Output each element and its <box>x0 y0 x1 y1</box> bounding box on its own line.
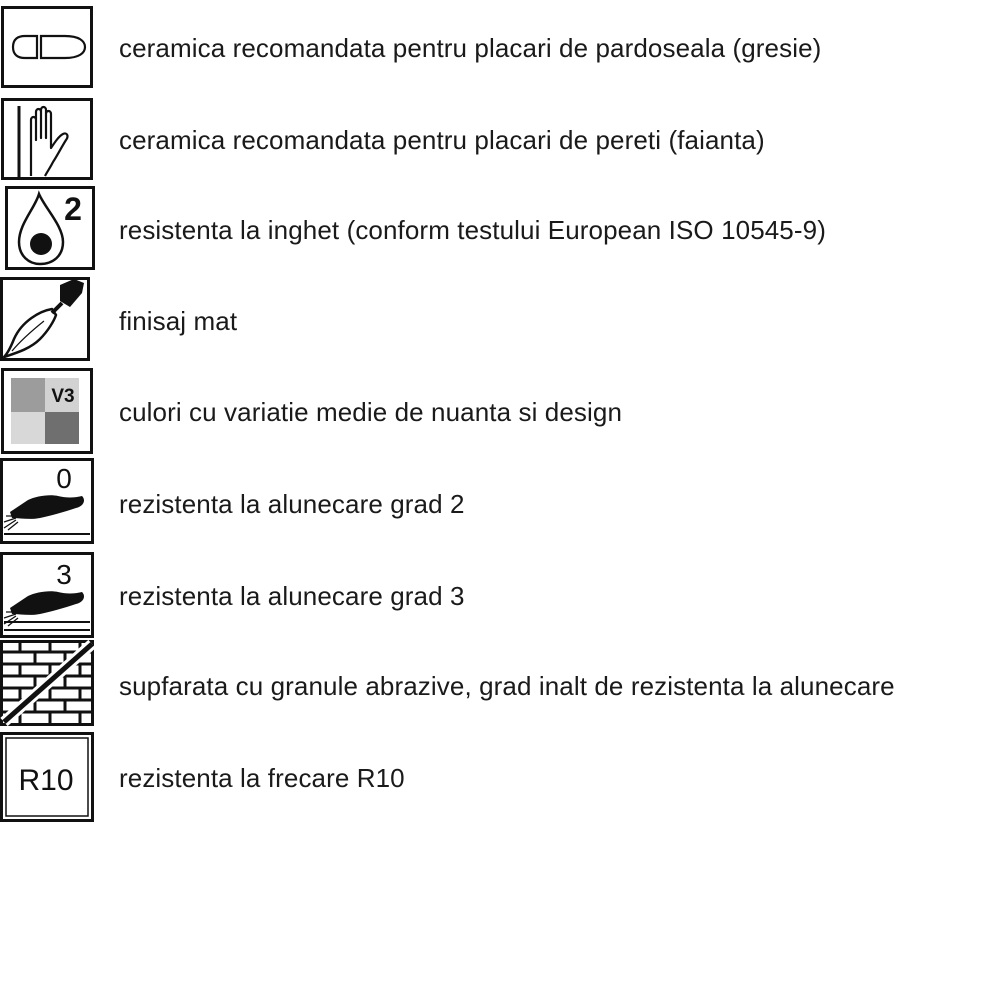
abrasive-surface-icon <box>0 640 94 726</box>
friction-r10-icon <box>0 732 94 822</box>
legend-row-frost <box>0 184 1000 274</box>
matte-finish-brush-icon <box>0 277 90 361</box>
legend-row-matte <box>0 275 1000 365</box>
wall-hand-icon <box>1 98 93 180</box>
friction-rating-text: R10 <box>18 764 74 797</box>
legend-label-wall: ceramica recomandata pentru placari de pereti (faianta) <box>119 125 765 155</box>
legend-label-matte: finisaj mat <box>119 306 238 336</box>
legend-row-floor <box>0 0 1000 90</box>
frost-resistance-drop-icon <box>5 186 95 270</box>
legend-row-slip-3 <box>0 550 1000 640</box>
legend-label-floor: ceramica recomandata pentru placari de pardoseala (gresie) <box>119 33 822 63</box>
shade-grade-text: V3 <box>51 386 75 407</box>
legend-label-friction: rezistenta la frecare R10 <box>119 763 405 793</box>
slip-grade-text: 3 <box>56 559 72 590</box>
legend-row-wall <box>0 92 1000 182</box>
legend-label-slip-3: rezistenta la alunecare grad 3 <box>119 581 465 611</box>
legend-row-friction <box>0 730 1000 820</box>
slip-resistance-shoe-icon <box>0 458 94 544</box>
frost-grade-text: 2 <box>64 191 82 227</box>
legend-label-abrasive: supfarata cu granule abrazive, grad inalt de rezistenta la alunecare <box>119 671 895 701</box>
floor-footprint-icon <box>1 6 93 88</box>
slip-resistance-shoe-icon <box>0 552 94 638</box>
legend-row-shade <box>0 366 1000 456</box>
legend-label-frost: resistenta la inghet (conform testului European ISO 10545-9) <box>119 215 826 245</box>
slip-grade-text: 0 <box>56 463 72 494</box>
legend-label-slip-2: rezistenta la alunecare grad 2 <box>119 489 465 519</box>
legend-label-shade: culori cu variatie medie de nuanta si design <box>119 397 623 427</box>
shade-variation-icon <box>1 368 93 454</box>
legend-row-slip-2 <box>0 458 1000 548</box>
legend-row-abrasive <box>0 640 1000 730</box>
